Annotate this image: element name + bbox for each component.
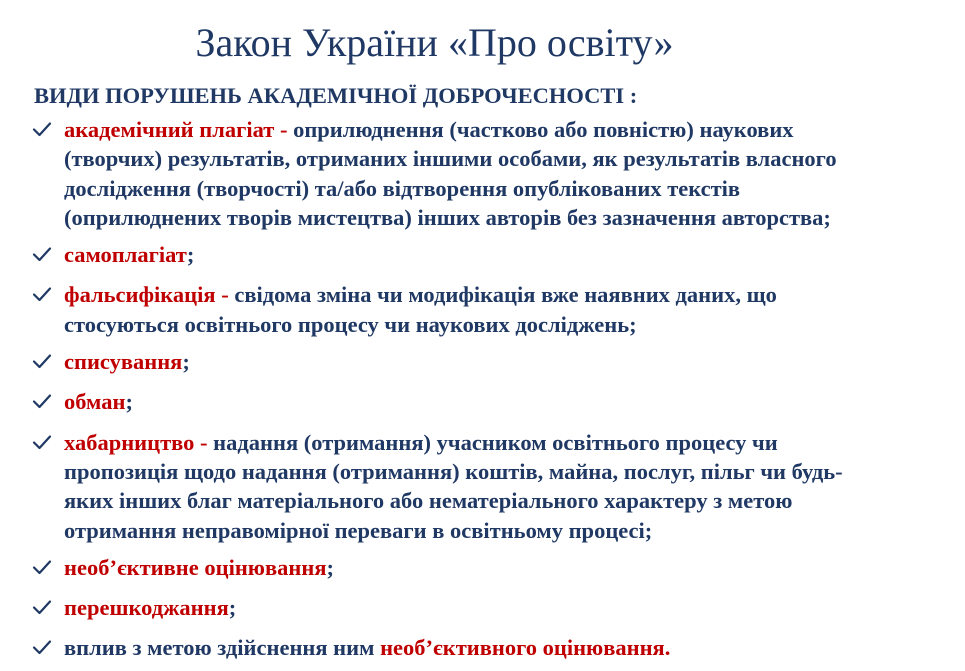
item-line xyxy=(64,553,925,582)
checkmark-icon xyxy=(32,246,52,262)
item-description: оприлюднення (частково або повністю) наукових xyxy=(293,117,794,142)
list-item-biased-assessment xyxy=(0,553,965,582)
item-separator: - xyxy=(215,282,235,308)
item-line xyxy=(64,633,925,662)
list-item-academic-plagiarism xyxy=(0,115,965,232)
checkmark-icon xyxy=(32,599,52,615)
checkmark-icon xyxy=(32,559,52,575)
checkmark-icon xyxy=(32,393,52,409)
item-term: перешкоджання xyxy=(64,595,229,621)
list-item-influence xyxy=(0,633,965,662)
item-term: списування xyxy=(64,349,183,375)
item-line xyxy=(64,280,925,309)
item-line: отримання неправомірної переваги в освітньому процесі; xyxy=(64,517,653,543)
slide-title xyxy=(0,17,965,69)
item-tail: ; xyxy=(125,389,133,415)
item-term: необ’єктивне оцінювання xyxy=(64,554,327,580)
item-separator: - xyxy=(194,429,214,455)
item-tail: . xyxy=(664,635,671,661)
item-line xyxy=(64,240,925,269)
checkmark-icon xyxy=(32,286,52,302)
item-tail: ; xyxy=(186,242,195,268)
item-tail: ; xyxy=(228,595,237,621)
item-line: стосуються освітнього процесу чи наукових досліджень; xyxy=(64,311,637,337)
slide-title-text: Закон України «Про освіту» xyxy=(195,20,674,65)
item-line xyxy=(64,593,925,622)
item-line: (оприлюднених творів мистецтва) інших авторів без зазначення авторства; xyxy=(64,204,831,230)
item-line: яких інших благ матеріального або нематеріального характеру з метою xyxy=(64,488,793,514)
violations-list xyxy=(0,115,965,671)
list-item-bribery xyxy=(0,428,965,545)
list-item-cheating xyxy=(0,347,965,376)
item-term: обман xyxy=(64,389,126,415)
item-term: академічний плагіат xyxy=(64,117,275,142)
item-prefix: вплив з метою здійснення ним xyxy=(64,635,381,661)
item-term: фальсифікація xyxy=(64,282,216,308)
item-separator: - xyxy=(274,117,294,142)
item-term: хабарництво xyxy=(64,429,195,455)
item-term: необ’єктивного оцінювання xyxy=(380,635,665,661)
item-term: самоплагіат xyxy=(64,242,187,268)
list-item-self-plagiarism xyxy=(0,240,965,269)
list-item-falsification xyxy=(0,280,965,339)
item-line: пропозиція щодо надання (отримання) коштів, майна, послуг, пільг чи будь- xyxy=(64,458,843,484)
item-line xyxy=(64,428,925,457)
item-line xyxy=(64,115,925,144)
item-description: свідома зміна чи модифікація вже наявних даних, що xyxy=(234,282,777,308)
item-line: дослідження (творчості) та/або відтворення опублікованих текстів xyxy=(64,175,741,201)
item-line xyxy=(64,347,925,376)
checkmark-icon xyxy=(32,353,52,369)
list-item-obstruction xyxy=(0,593,965,622)
checkmark-icon xyxy=(32,434,52,450)
item-tail: ; xyxy=(326,554,334,580)
item-tail: ; xyxy=(182,349,190,375)
checkmark-icon xyxy=(32,121,52,137)
list-item-deception xyxy=(0,387,965,416)
item-line: (творчих) результатів, отриманих іншими особами, як результатів власного xyxy=(64,146,837,172)
slide-subtitle: ВИДИ ПОРУШЕНЬ АКАДЕМІЧНОЇ ДОБРОЧЕСНОСТІ : xyxy=(34,83,638,108)
item-description: надання (отримання) учасником освітнього процесу чи xyxy=(213,429,778,455)
item-line xyxy=(64,387,925,416)
